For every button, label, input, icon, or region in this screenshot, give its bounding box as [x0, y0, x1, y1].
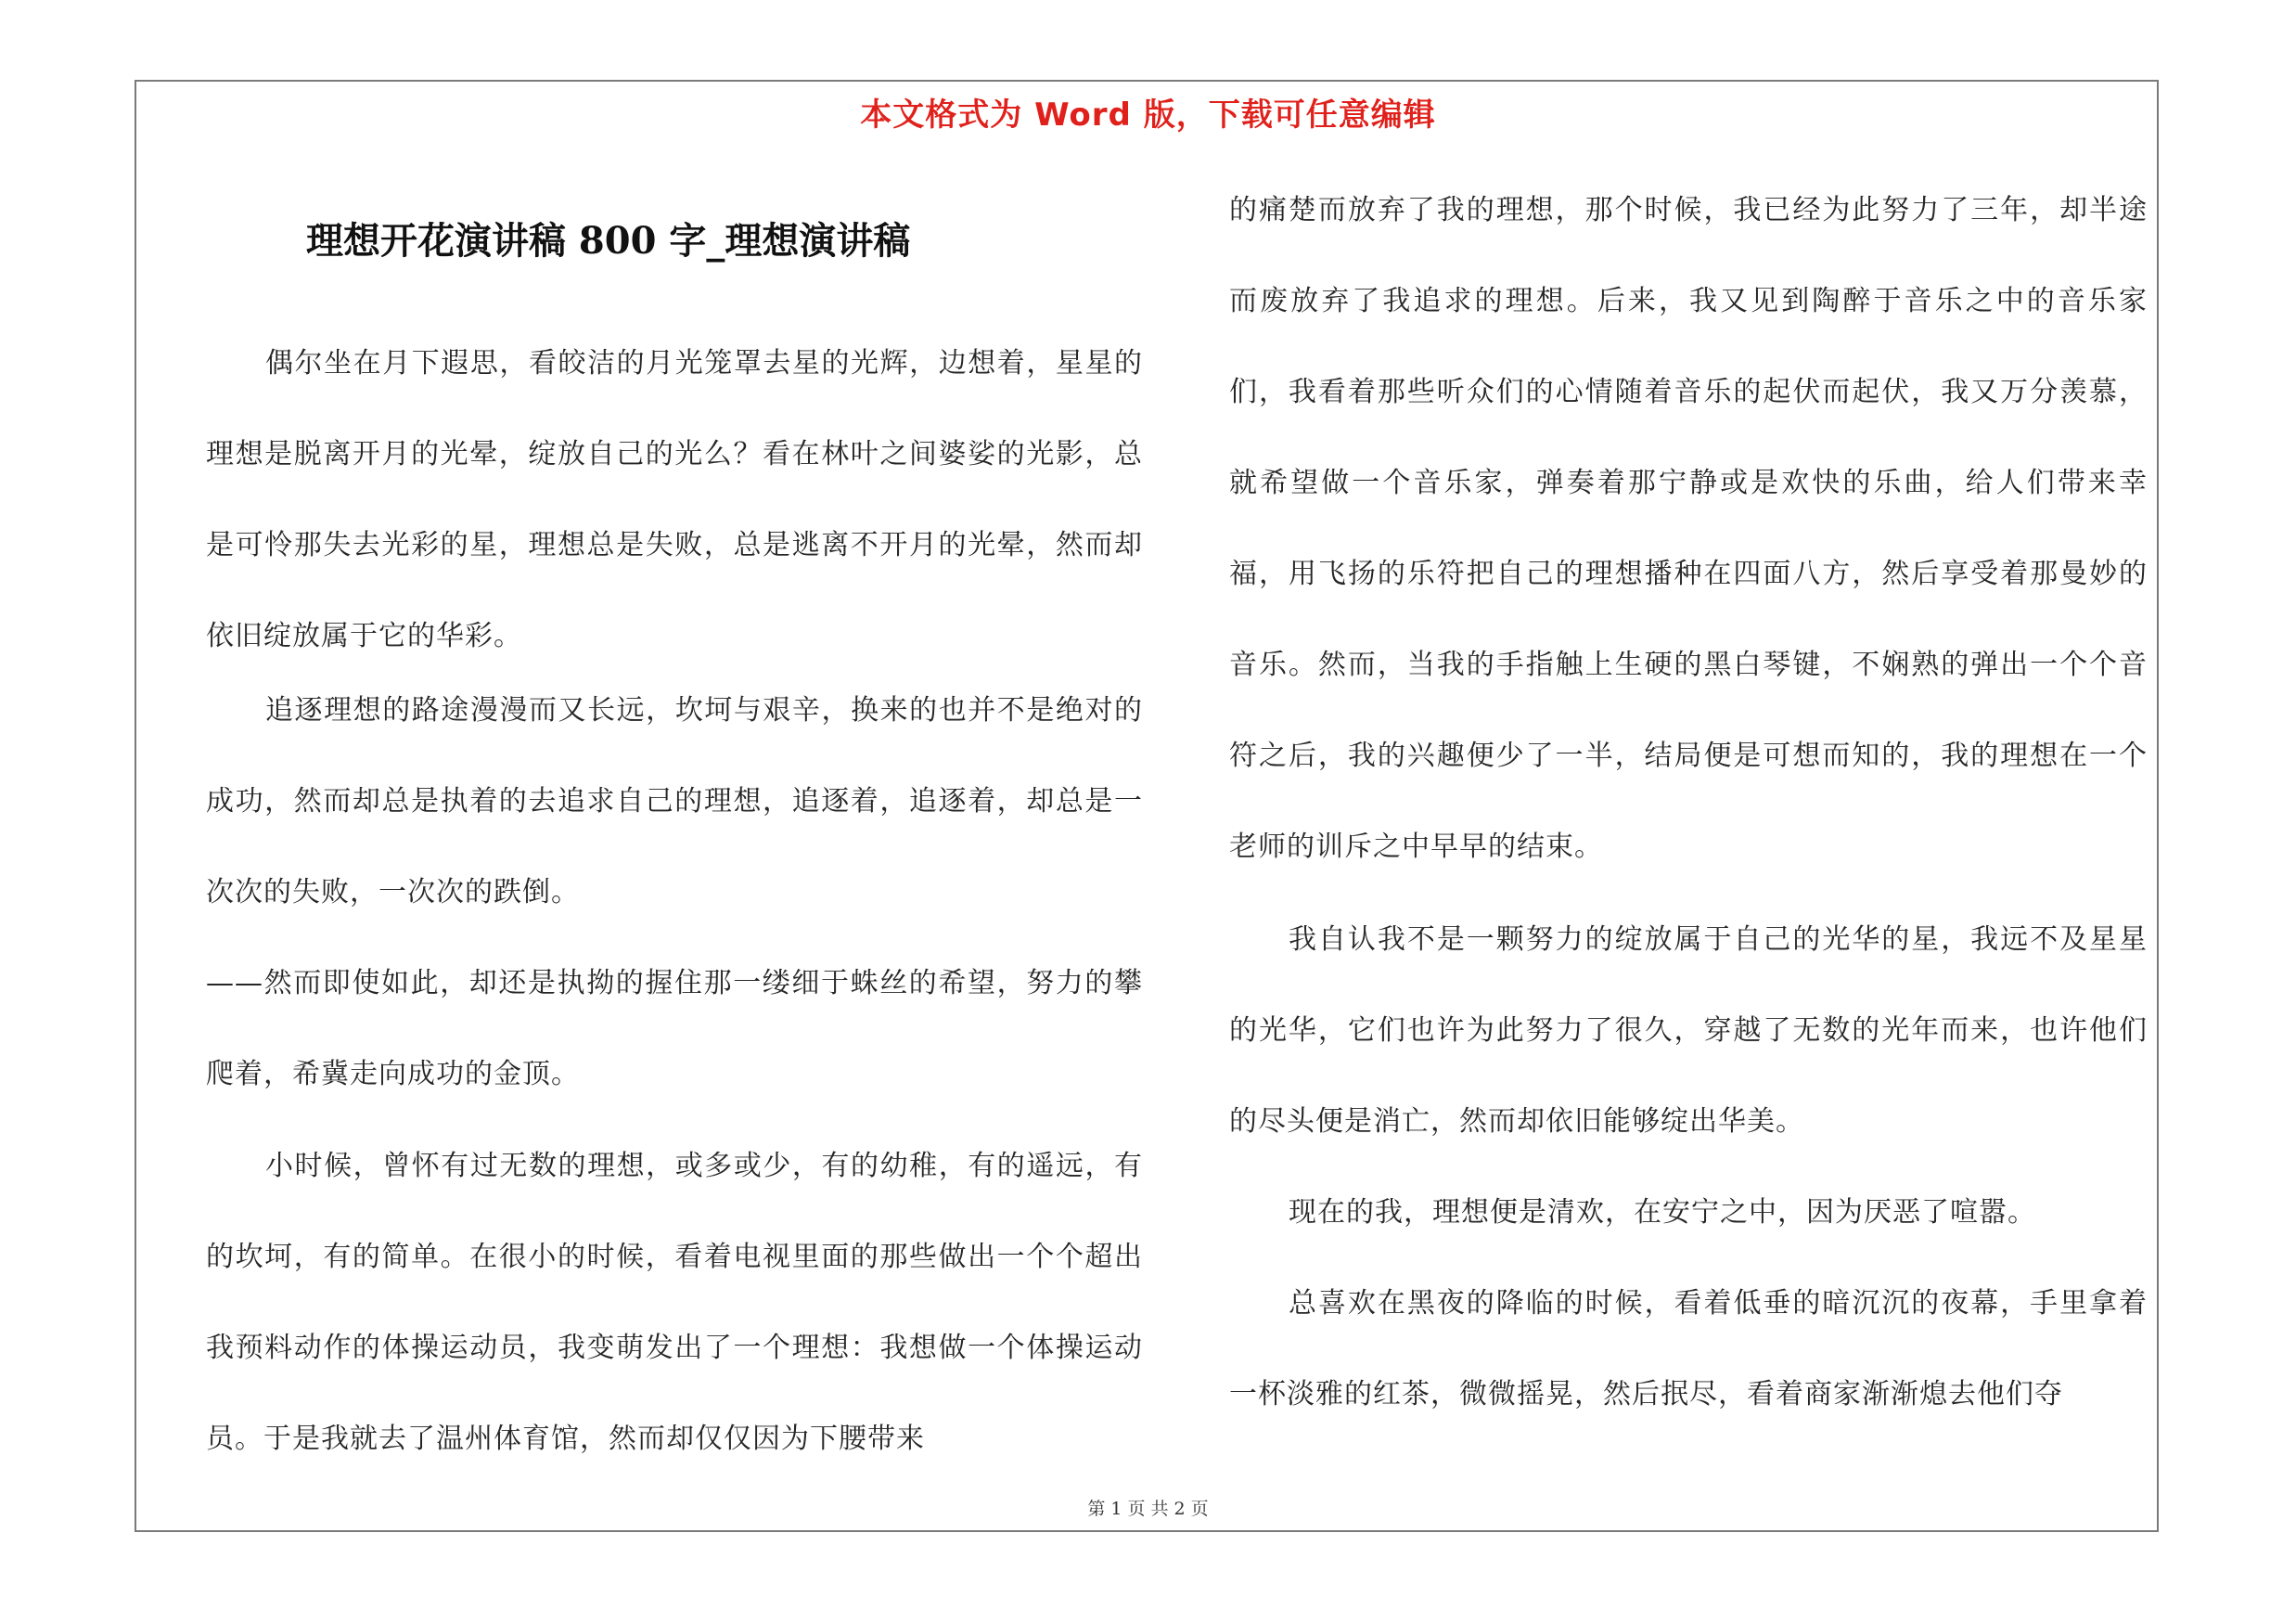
paragraph: 追逐理想的路途漫漫而又长远，坎坷与艰辛，换来的也并不是绝对的成功，然而却总是执着的去追求自己的理想，追逐着，追逐着，却总是一次次的失败，一次次的跌倒。: [206, 694, 1143, 908]
paragraph: 偶尔坐在月下遐思，看皎洁的月光笼罩去星的光辉，边想着，星星的理想是脱离开月的光晕，绽放自己的光么？看在林叶之间婆娑的光影，总是可怜那失去光彩的星，理想总是失败，总是逃离不开月的光晕，然而却依旧绽放属于它的华彩。: [206, 347, 1143, 652]
paragraph: 我自认我不是一颗努力的绽放属于自己的光华的星，我远不及星星的光华，它们也许为此努力了很久，穿越了无数的光年而来，也许他们的尽头便是消亡，然而却依旧能够绽出华美。: [1229, 923, 2148, 1138]
paragraph: 总喜欢在黑夜的降临的时候，看着低垂的暗沉沉的夜幕，手里拿着一杯淡雅的红茶，微微摇晃，然后抿尽，看着商家渐渐熄去他们夺: [1229, 1287, 2148, 1410]
paragraph: 小时候，曾怀有过无数的理想，或多或少，有的幼稚，有的遥远，有的坎坷，有的简单。在很小的时候，看着电视里面的那些做出一个个超出我预料动作的体操运动员，我变萌发出了一个理想：我想做一个体操运动员。于是我就去了温州体育馆，然而却仅仅因为下腰带来: [206, 1150, 1143, 1455]
document-title: 理想开花演讲稿 800 字_理想演讲稿: [306, 219, 911, 263]
paragraph: 的痛楚而放弃了我的理想，那个时候，我已经为此努力了三年，却半途而废放弃了我追求的理想。后来，我又见到陶醉于音乐之中的音乐家们，我看着那些听众们的心情随着音乐的起伏而起伏，我又万分羡慕，就希望做一个音乐家，弹奏着那宁静或是欢快的乐曲，给人们带来幸福，用飞扬的乐符把自己的理想播种在四面八方，然后享受着那曼妙的音乐。然而，当我的手指触上生硬的黑白琴键，不娴熟的弹出一个个音符之后，我的兴趣便少了一半，结局便是可想而知的，我的理想在一个老师的训斥之中早早的结束。: [1229, 194, 2148, 863]
format-banner: 本文格式为 Word 版，下载可任意编辑: [860, 97, 1436, 134]
paragraph: 现在的我，理想便是清欢，在安宁之中，因为厌恶了喧嚣。: [1289, 1196, 2036, 1229]
paragraph: ——然而即使如此，却还是执拗的握住那一缕细于蛛丝的希望，努力的攀爬着，希冀走向成功的金顶。: [206, 967, 1143, 1090]
page-number: 第 1 页 共 2 页: [1087, 1499, 1209, 1519]
